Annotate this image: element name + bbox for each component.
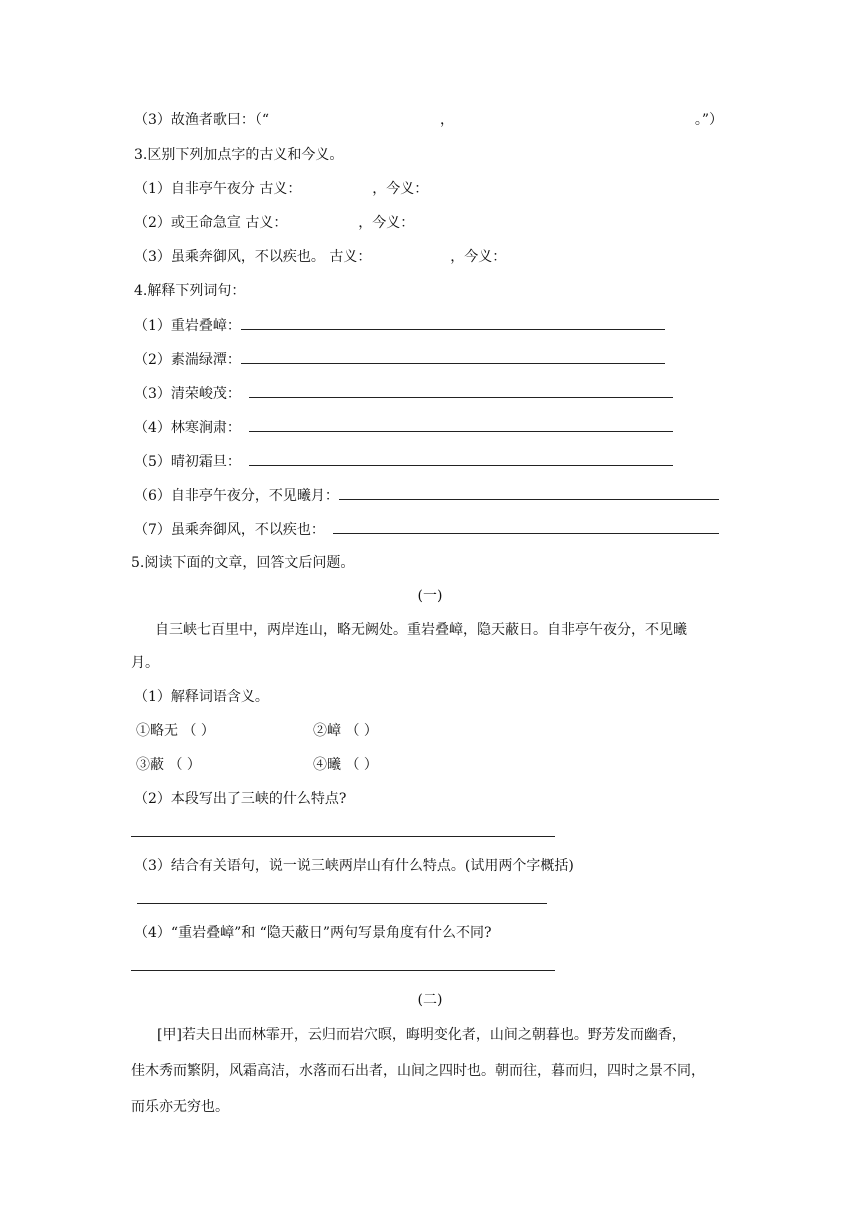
section-2-passage-line-1: [甲]若夫日出而林霏开，云归而岩穴暝，晦明变化者，山间之朝暮也。野芳发而幽香，	[157, 1027, 686, 1043]
term-3-label: ③蔽	[136, 757, 164, 773]
term-1-label: ①略无	[136, 723, 178, 739]
q3-item-2	[134, 213, 414, 233]
answer-line[interactable]	[131, 836, 555, 837]
q4-title: 4.解释下列词句：	[134, 283, 246, 299]
section-1-passage-line-2: 月。	[131, 655, 159, 671]
q3-item-3	[134, 247, 506, 267]
term-1-paren[interactable]: （ ）	[182, 723, 215, 739]
q4-item-2	[134, 349, 665, 370]
q3-item-3-text: （3）虽乘奔御风，不以疾也。 古义：	[134, 249, 372, 265]
term-3-paren[interactable]: （ ）	[168, 757, 201, 773]
answer-line[interactable]	[249, 383, 673, 398]
q4-item-6	[134, 485, 719, 506]
q3-item-2-text: （2）或王命急宣 古义：	[134, 215, 288, 231]
q3-item-1	[134, 179, 428, 199]
s1-question-4: （4）“重岩叠嶂”和 “隐天蔽日”两句写景角度有什么不同?	[134, 925, 492, 941]
answer-line[interactable]	[339, 485, 719, 500]
term-4	[313, 755, 378, 775]
q4-item-5	[134, 451, 673, 472]
section-2-passage-line-2: 佳木秀而繁阴，风霜高洁，水落而石出者，山间之四时也。朝而往，暮而归，四时之景不同，	[131, 1063, 705, 1079]
q3-item-1-text: （1）自非亭午夜分 古义：	[134, 181, 302, 197]
q4-item-1-label: （1）重岩叠嶂：	[134, 318, 241, 334]
q2-item-3	[134, 110, 723, 130]
q3-item-3-mid: ，今义：	[450, 249, 507, 265]
s1-question-2: （2）本段写出了三峡的什么特点?	[134, 791, 347, 807]
section-2-heading: (二)	[417, 992, 443, 1008]
term-4-paren[interactable]: （ ）	[345, 757, 378, 773]
s1-question-1: （1）解释词语含义。	[134, 689, 269, 705]
q4-item-3-label: （3）清荣峻茂：	[134, 386, 241, 402]
term-2-label: ②嶂	[313, 723, 341, 739]
answer-line[interactable]	[249, 451, 673, 466]
q5-title: 5.阅读下面的文章，回答文后问题。	[131, 555, 355, 571]
q4-item-3	[134, 383, 673, 404]
answer-line[interactable]	[333, 519, 719, 534]
q4-item-2-label: （2）素湍绿潭：	[134, 352, 241, 368]
q4-item-5-label: （5）晴初霜旦：	[134, 454, 241, 470]
q4-item-1	[134, 315, 665, 336]
term-3	[136, 755, 201, 775]
q3-title: 3.区别下列加点字的古义和今义。	[134, 147, 344, 163]
term-4-label: ④曦	[313, 757, 341, 773]
answer-line[interactable]	[131, 970, 555, 971]
s1-question-3: （3）结合有关语句，说一说三峡两岸山有什么特点。(试用两个字概括)	[134, 858, 574, 874]
q4-item-6-label: （6）自非亭午夜分，不见曦月：	[134, 488, 339, 504]
term-1	[136, 721, 215, 741]
term-2	[313, 721, 378, 741]
term-2-paren[interactable]: （ ）	[345, 723, 378, 739]
q4-item-4	[134, 417, 673, 438]
section-1-heading: (一)	[417, 588, 443, 604]
section-2-passage-line-3: 而乐亦无穷也。	[131, 1099, 229, 1115]
answer-line[interactable]	[249, 417, 673, 432]
q2-item-3-comma: ，	[439, 112, 454, 128]
answer-line[interactable]	[241, 349, 665, 364]
q2-item-3-prefix: （3）故渔者歌曰：（“	[134, 112, 270, 128]
section-1-passage-line-1: 自三峡七百里中，两岸连山，略无阙处。重岩叠嶂，隐天蔽日。自非亭午夜分，不见曦	[155, 622, 687, 638]
q4-item-4-label: （4）林寒涧肃：	[134, 420, 241, 436]
q2-item-3-end: 。”）	[694, 112, 724, 128]
q3-item-1-mid: ，今义：	[372, 181, 429, 197]
q4-item-7	[134, 519, 719, 540]
q3-item-2-mid: ，今义：	[358, 215, 415, 231]
answer-line[interactable]	[137, 903, 547, 904]
q4-item-7-label: （7）虽乘奔御风，不以疾也：	[134, 522, 325, 538]
answer-line[interactable]	[241, 315, 665, 330]
